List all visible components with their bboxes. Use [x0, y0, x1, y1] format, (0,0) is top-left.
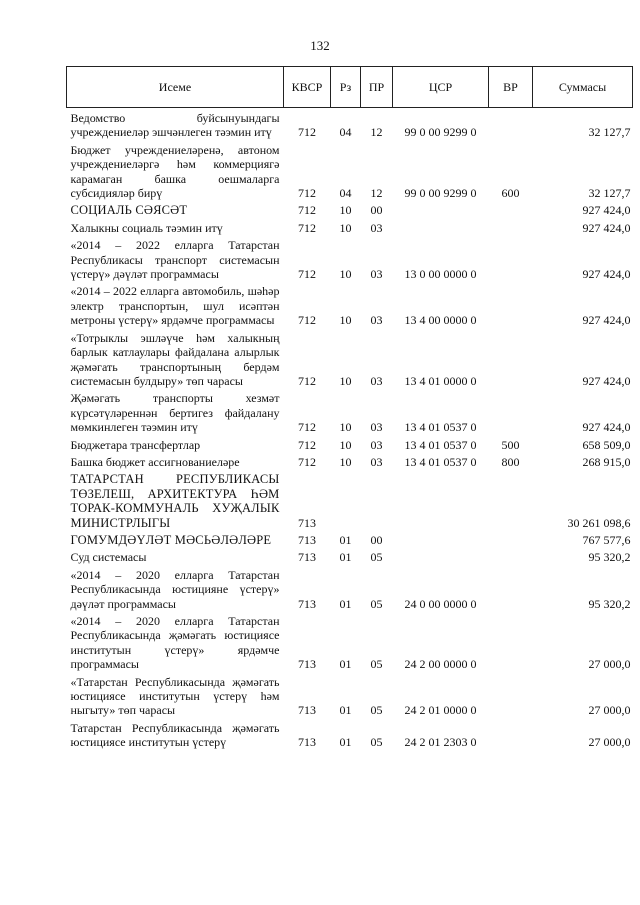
cell-sum: 927 424,0 — [582, 267, 631, 282]
cell-name: «2014 – 2020 елларга Татарстан Республикасында җәмәгать юстициясе институтын үстерү» ярдәмче программасы — [70, 614, 280, 672]
cell-vr — [489, 328, 533, 389]
cell-name: Ведомство буйсынуындагы учреждениеләр эшчәнлеген тәэмин итү — [70, 111, 280, 140]
table-row — [67, 611, 633, 672]
cell-csr: 13 4 01 0000 0 — [404, 373, 477, 388]
cell-name: «2014 – 2022 елларга автомобиль, шәһәр электр транспортын, шул исәптән метроны үстерү» ярдәмче программасы — [70, 284, 280, 328]
cell-csr — [393, 530, 489, 547]
cell-pr: 03 — [370, 420, 383, 435]
cell-pr: 03 — [370, 220, 383, 235]
table-row — [67, 452, 633, 469]
cell-name: Җәмәгать транспорты хезмәт күрсәтүләреннән бертигез файдалану мөмкинлеген тәэмин итү — [70, 391, 280, 435]
cell-vr — [489, 547, 533, 564]
cell-kvsr: 712 — [298, 420, 316, 435]
cell-csr: 99 0 00 9299 0 — [404, 186, 477, 201]
cell-kvsr: 713 — [298, 550, 316, 565]
cell-pr: 12 — [370, 125, 383, 140]
cell-name: Бюджетара трансфертлар — [70, 437, 201, 452]
cell-kvsr: 712 — [298, 373, 316, 388]
cell-pr: 05 — [370, 550, 383, 565]
cell-sum: 32 127,7 — [588, 125, 631, 140]
cell-vr — [489, 565, 533, 611]
cell-csr — [393, 547, 489, 564]
cell-pr: 05 — [370, 735, 383, 750]
header-kvsr: КВСР — [284, 67, 331, 108]
cell-csr: 24 2 00 0000 0 — [404, 657, 477, 672]
cell-kvsr: 712 — [298, 313, 316, 328]
cell-name: ТАТАРСТАН РЕСПУБЛИКАСЫ ТӨЗЕЛЕШ, АРХИТЕКТУРА ҺӘМ ТОРАК-КОММУНАЛЬ ХУҖАЛЫК МИНИСТРЛЫГЫ — [70, 472, 280, 530]
cell-csr: 99 0 00 9299 0 — [404, 125, 477, 140]
cell-vr — [489, 530, 533, 547]
cell-rz: 01 — [339, 657, 352, 672]
cell-kvsr: 713 — [298, 596, 316, 611]
cell-rz: 10 — [339, 313, 352, 328]
cell-csr: 13 0 00 0000 0 — [404, 267, 477, 282]
cell-name: «2014 – 2020 елларга Татарстан Республикасында юстицияне үстерү» дәүләт программасы — [70, 567, 280, 611]
cell-name: Башка бюджет ассигнованиеләре — [70, 454, 240, 469]
cell-sum: 927 424,0 — [582, 220, 631, 235]
table-row — [67, 469, 633, 530]
table-row — [67, 328, 633, 389]
cell-rz: 04 — [339, 186, 352, 201]
cell-rz: 01 — [339, 596, 352, 611]
table-row — [67, 565, 633, 611]
header-vr: ВР — [489, 67, 533, 108]
cell-kvsr: 712 — [298, 220, 316, 235]
cell-pr: 03 — [370, 373, 383, 388]
cell-sum: 927 424,0 — [582, 313, 631, 328]
cell-sum: 95 320,2 — [588, 596, 631, 611]
cell-pr: 03 — [370, 437, 383, 452]
cell-sum: 927 424,0 — [582, 373, 631, 388]
cell-csr: 24 2 01 0000 0 — [404, 703, 477, 718]
cell-csr — [393, 218, 489, 235]
table-header-row — [67, 67, 633, 108]
table-row — [67, 235, 633, 281]
cell-csr — [393, 469, 489, 530]
cell-name: ГОМУМДӘҮЛӘТ МӘСЬӘЛӘЛӘРЕ — [70, 532, 272, 547]
header-pr: ПР — [361, 67, 393, 108]
cell-sum: 767 577,6 — [582, 532, 631, 547]
cell-csr: 13 4 01 0537 0 — [404, 420, 477, 435]
cell-pr: 12 — [370, 186, 383, 201]
cell-sum: 927 424,0 — [582, 203, 631, 218]
page-number: 132 — [310, 38, 330, 53]
cell-pr: 03 — [370, 267, 383, 282]
cell-kvsr: 712 — [298, 125, 316, 140]
cell-sum: 268 915,0 — [582, 454, 631, 469]
cell-vr — [489, 235, 533, 281]
cell-sum: 27 000,0 — [588, 703, 631, 718]
cell-vr — [489, 281, 533, 327]
cell-rz: 01 — [339, 703, 352, 718]
cell-csr: 13 4 00 0000 0 — [404, 313, 477, 328]
cell-csr: 24 0 00 0000 0 — [404, 596, 477, 611]
cell-vr: 800 — [501, 454, 520, 469]
cell-sum: 95 320,2 — [588, 550, 631, 565]
cell-vr: 500 — [501, 437, 520, 452]
cell-kvsr: 713 — [298, 703, 316, 718]
cell-pr: 00 — [370, 532, 383, 547]
cell-vr — [489, 718, 533, 750]
cell-pr: 05 — [370, 657, 383, 672]
cell-rz: 10 — [339, 203, 352, 218]
cell-name: Халыкны социаль тәэмин итү — [70, 220, 223, 235]
cell-csr: 24 2 01 2303 0 — [404, 735, 477, 750]
cell-vr — [489, 108, 533, 140]
cell-kvsr: 712 — [298, 437, 316, 452]
table-row — [67, 718, 633, 750]
table-row — [67, 140, 633, 201]
cell-kvsr: 713 — [298, 735, 316, 750]
cell-rz: 10 — [339, 220, 352, 235]
table-row — [67, 108, 633, 140]
cell-rz: 10 — [339, 437, 352, 452]
header-csr: ЦСР — [393, 67, 489, 108]
cell-kvsr: 712 — [298, 267, 316, 282]
cell-name: «Татарстан Республикасында җәмәгать юстициясе институтын үстерү һәм ныгыту» төп чарасы — [70, 674, 280, 718]
table-row — [67, 281, 633, 327]
cell-kvsr: 712 — [298, 203, 316, 218]
cell-rz: 04 — [339, 125, 352, 140]
cell-sum: 32 127,7 — [588, 186, 631, 201]
cell-sum: 27 000,0 — [588, 735, 631, 750]
cell-name: СОЦИАЛЬ СӘЯСӘТ — [70, 203, 188, 218]
table-row — [67, 435, 633, 452]
cell-rz: 01 — [339, 532, 352, 547]
cell-name: Бюджет учреждениеләренә, автоном учреждениеләргә һәм коммерциягә карамаган башка оешмаларга субсидияләр бирү — [70, 142, 280, 201]
cell-kvsr: 712 — [298, 454, 316, 469]
cell-vr — [489, 218, 533, 235]
cell-vr — [489, 200, 533, 217]
cell-kvsr: 713 — [298, 532, 316, 547]
cell-pr: 00 — [370, 203, 383, 218]
cell-vr — [489, 611, 533, 672]
table-row — [67, 200, 633, 217]
cell-rz: 01 — [339, 550, 352, 565]
cell-vr — [489, 672, 533, 718]
cell-pr — [361, 469, 393, 530]
cell-name: «Тотрыклы эшләүче һәм халыкның барлык катлаулары файдалана алырлык җәмәгать транспортының бердәм системасын булдыру» төп чарасы — [70, 330, 280, 388]
cell-rz: 10 — [339, 454, 352, 469]
cell-name: Суд системасы — [70, 550, 147, 565]
cell-rz: 01 — [339, 735, 352, 750]
cell-csr — [393, 200, 489, 217]
cell-sum: 30 261 098,6 — [567, 515, 631, 530]
cell-kvsr: 712 — [298, 186, 316, 201]
table-row — [67, 218, 633, 235]
cell-name: Татарстан Республикасында җәмәгать юстициясе институтын үстерү — [70, 720, 280, 750]
cell-rz — [331, 469, 361, 530]
cell-csr: 13 4 01 0537 0 — [404, 454, 477, 469]
table-row — [67, 530, 633, 547]
cell-sum: 27 000,0 — [588, 657, 631, 672]
cell-pr: 03 — [370, 454, 383, 469]
cell-vr — [489, 388, 533, 434]
cell-rz: 10 — [339, 373, 352, 388]
budget-table — [66, 66, 633, 750]
cell-name: «2014 – 2022 елларга Татарстан Республикасы транспорт системасын үстерү» дәүләт программасы — [70, 238, 280, 282]
cell-pr: 05 — [370, 703, 383, 718]
table-row — [67, 388, 633, 434]
cell-pr: 05 — [370, 596, 383, 611]
header-sum: Суммасы — [533, 67, 633, 108]
cell-sum: 927 424,0 — [582, 420, 631, 435]
cell-kvsr: 713 — [298, 657, 316, 672]
cell-pr: 03 — [370, 313, 383, 328]
header-rz: Рз — [331, 67, 361, 108]
header-name: Исеме — [67, 67, 284, 108]
cell-rz: 10 — [339, 267, 352, 282]
table-row — [67, 547, 633, 564]
cell-vr: 600 — [501, 186, 520, 201]
cell-sum: 658 509,0 — [582, 437, 631, 452]
cell-kvsr: 713 — [298, 515, 316, 530]
table-row — [67, 672, 633, 718]
cell-rz: 10 — [339, 420, 352, 435]
cell-vr — [489, 469, 533, 530]
cell-csr: 13 4 01 0537 0 — [404, 437, 477, 452]
